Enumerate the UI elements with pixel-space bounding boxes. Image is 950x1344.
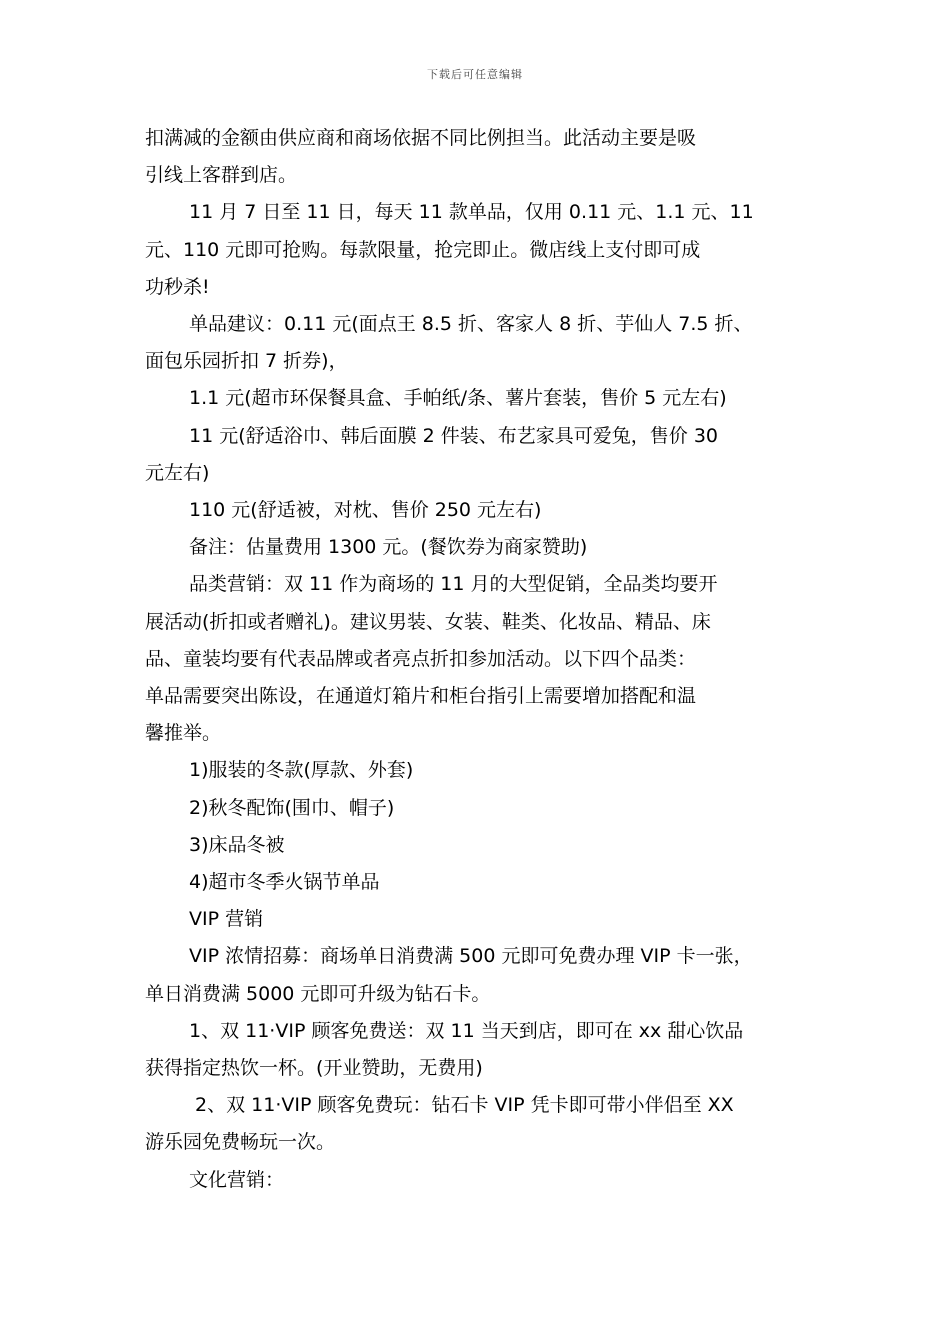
text-line: 1.1 元(超市环保餐具盒、手帕纸/条、薯片套装，售价 5 元左右) (189, 387, 727, 410)
text-line: 单品建议：0.11 元(面点王 8.5 折、客家人 8 折、芋仙人 7.5 折、 (189, 313, 753, 336)
text-line: 品、童装均要有代表品牌或者亮点折扣参加活动。以下四个品类： (145, 647, 697, 670)
document-body (145, 120, 813, 1199)
text-line: 3)床品冬被 (189, 833, 285, 856)
paragraph-note (145, 529, 813, 566)
paragraph-price-11 (145, 418, 813, 492)
text-line: 获得指定热饮一杯。(开业赞助，无费用) (145, 1057, 483, 1080)
paragraph-category-marketing (145, 566, 813, 752)
paragraph-price-1-1 (145, 380, 813, 417)
text-line: 4)超市冬季火锅节单品 (189, 871, 380, 894)
paragraph-price-110 (145, 492, 813, 529)
page-header: 下载后可任意编辑 (427, 68, 523, 81)
paragraph-item-suggestion (145, 306, 813, 380)
text-line: VIP 营销 (189, 908, 264, 931)
text-line: 2)秋冬配饰(围巾、帽子) (189, 796, 395, 819)
text-line: 元左右) (145, 461, 210, 484)
text-line: 1、双 11·VIP 顾客免费送：双 11 当天到店，即可在 xx 甜心饮品 (189, 1019, 744, 1042)
text-line: 引线上客群到店。 (145, 164, 298, 187)
text-line: 功秒杀! (145, 275, 210, 298)
list-item (145, 827, 813, 864)
list-item (145, 752, 813, 789)
text-line: 馨推举。 (145, 722, 222, 745)
paragraph-vip-free-gift (145, 1013, 813, 1087)
paragraph-flash-sale (145, 194, 813, 306)
list-item (145, 864, 813, 901)
text-line: 11 元(舒适浴巾、韩后面膜 2 件装、布艺家具可爱兔，售价 30 (189, 424, 719, 447)
text-line: 1)服装的冬款(厚款、外套) (189, 759, 414, 782)
text-line: 品类营销：双 11 作为商场的 11 月的大型促销，全品类均要开 (189, 573, 718, 596)
text-line: 展活动(折扣或者赠礼)。建议男装、女装、鞋类、化妆品、精品、床 (145, 610, 711, 633)
text-line: 备注：估量费用 1300 元。(餐饮券为商家赞助) (189, 536, 588, 559)
text-line: 扣满减的金额由供应商和商场依据不同比例担当。此活动主要是吸 (145, 127, 697, 149)
section-heading-vip (145, 901, 813, 938)
list-item (145, 790, 813, 827)
paragraph-vip-free-play (145, 1087, 813, 1161)
paragraph-cost-sharing (145, 120, 813, 194)
text-line: 110 元(舒适被，对枕、售价 250 元左右) (189, 499, 542, 522)
text-line: 单品需要突出陈设，在通道灯箱片和柜台指引上需要增加搭配和温 (145, 685, 697, 708)
section-heading-culture (145, 1162, 813, 1199)
text-line: 2、双 11·VIP 顾客免费玩：钻石卡 VIP 凭卡即可带小伴侣至 XX (189, 1094, 734, 1117)
text-line: 文化营销： (189, 1168, 285, 1191)
text-line: VIP 浓情招募：商场单日消费满 500 元即可免费办理 VIP 卡一张， (189, 945, 753, 968)
text-line: 元、110 元即可抢购。每款限量，抢完即止。微店线上支付即可成 (145, 238, 701, 261)
paragraph-vip-recruit (145, 938, 813, 1012)
text-line: 面包乐园折扣 7 折券)， (145, 350, 348, 373)
text-line: 游乐园免费畅玩一次。 (145, 1131, 336, 1154)
text-line: 11 月 7 日至 11 日，每天 11 款单品，仅用 0.11 元、1.1 元、11 (189, 201, 754, 224)
text-line: 单日消费满 5000 元即可升级为钻石卡。 (145, 982, 491, 1005)
